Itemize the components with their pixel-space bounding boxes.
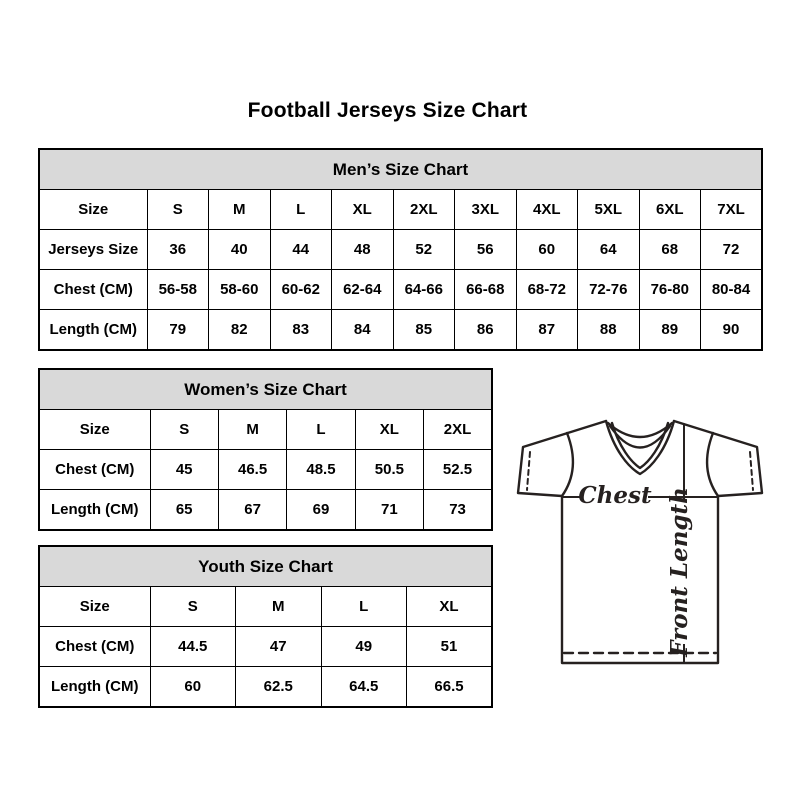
cell-value: 72 [701,230,763,270]
row-label: Size [39,410,150,450]
cell-value: L [270,190,332,230]
chest-label: Chest [578,482,652,509]
table-row [39,270,762,310]
youth-size-table [38,545,493,708]
table-row [39,410,492,450]
cell-value: L [321,587,407,627]
jersey-left-cuff-stitch [527,452,530,490]
cell-value: 44.5 [150,627,236,667]
cell-value: 62-64 [332,270,394,310]
cell-value: 56-58 [147,270,209,310]
cell-value: XL [332,190,394,230]
mens-size-table [38,148,763,351]
table-header-row [39,369,492,410]
cell-value: M [236,587,322,627]
jersey-diagram [506,406,776,676]
table-title: Men’s Size Chart [39,149,762,190]
jersey-right-armhole-seam [707,433,718,496]
cell-value: 89 [639,310,701,351]
table-title: Women’s Size Chart [39,369,492,410]
table-row [39,310,762,351]
cell-value: 5XL [578,190,640,230]
row-label: Length (CM) [39,310,147,351]
cell-value: 7XL [701,190,763,230]
cell-value: 84 [332,310,394,351]
row-label: Length (CM) [39,490,150,531]
cell-value: 71 [355,490,423,531]
cell-value: 88 [578,310,640,351]
cell-value: XL [355,410,423,450]
table-row [39,230,762,270]
row-label: Chest (CM) [39,450,150,490]
jersey-right-cuff-stitch [750,452,753,490]
cell-value: S [150,410,218,450]
cell-value: 47 [236,627,322,667]
page-title: Football Jerseys Size Chart [247,99,528,122]
cell-value: 2XL [393,190,455,230]
cell-value: 3XL [455,190,517,230]
cell-value: 80-84 [701,270,763,310]
cell-value: 67 [218,490,286,531]
row-label: Size [39,190,147,230]
cell-value: 76-80 [639,270,701,310]
cell-value: L [287,410,355,450]
row-label: Length (CM) [39,667,150,708]
cell-value: 87 [516,310,578,351]
cell-value: 64-66 [393,270,455,310]
row-label: Size [39,587,150,627]
cell-value: 86 [455,310,517,351]
cell-value: 60 [150,667,236,708]
table-row [39,587,492,627]
cell-value: 51 [407,627,493,667]
cell-value: 82 [209,310,271,351]
cell-value: 45 [150,450,218,490]
cell-value: S [147,190,209,230]
cell-value: 44 [270,230,332,270]
jersey-left-armhole-seam [562,433,573,496]
row-label: Jerseys Size [39,230,147,270]
cell-value: 60-62 [270,270,332,310]
cell-value: 62.5 [236,667,322,708]
cell-value: 52 [393,230,455,270]
cell-value: 36 [147,230,209,270]
jersey-outline [518,421,762,663]
cell-value: 65 [150,490,218,531]
cell-value: 56 [455,230,517,270]
table-row [39,627,492,667]
cell-value: 66-68 [455,270,517,310]
cell-value: 58-60 [209,270,271,310]
cell-value: XL [407,587,493,627]
cell-value: M [218,410,286,450]
womens-size-table [38,368,493,531]
cell-value: 90 [701,310,763,351]
cell-value: 68 [639,230,701,270]
cell-value: 60 [516,230,578,270]
table-header-row [39,546,492,587]
cell-value: M [209,190,271,230]
cell-value: 69 [287,490,355,531]
cell-value: 49 [321,627,407,667]
cell-value: 64.5 [321,667,407,708]
cell-value: 46.5 [218,450,286,490]
cell-value: 66.5 [407,667,493,708]
cell-value: 2XL [424,410,492,450]
table-row [39,190,762,230]
table-row [39,667,492,708]
cell-value: 50.5 [355,450,423,490]
table-header-row [39,149,762,190]
cell-value: 6XL [639,190,701,230]
front-length-label: Front Length [666,487,693,657]
cell-value: 68-72 [516,270,578,310]
row-label: Chest (CM) [39,627,150,667]
jersey-collar-inner-v [612,423,668,468]
cell-value: 48 [332,230,394,270]
cell-value: 64 [578,230,640,270]
cell-value: 52.5 [424,450,492,490]
cell-value: 4XL [516,190,578,230]
cell-value: 83 [270,310,332,351]
cell-value: 48.5 [287,450,355,490]
table-row [39,490,492,531]
cell-value: 72-76 [578,270,640,310]
cell-value: 85 [393,310,455,351]
row-label: Chest (CM) [39,270,147,310]
cell-value: 40 [209,230,271,270]
table-row [39,450,492,490]
cell-value: 79 [147,310,209,351]
cell-value: 73 [424,490,492,531]
cell-value: S [150,587,236,627]
table-title: Youth Size Chart [39,546,492,587]
